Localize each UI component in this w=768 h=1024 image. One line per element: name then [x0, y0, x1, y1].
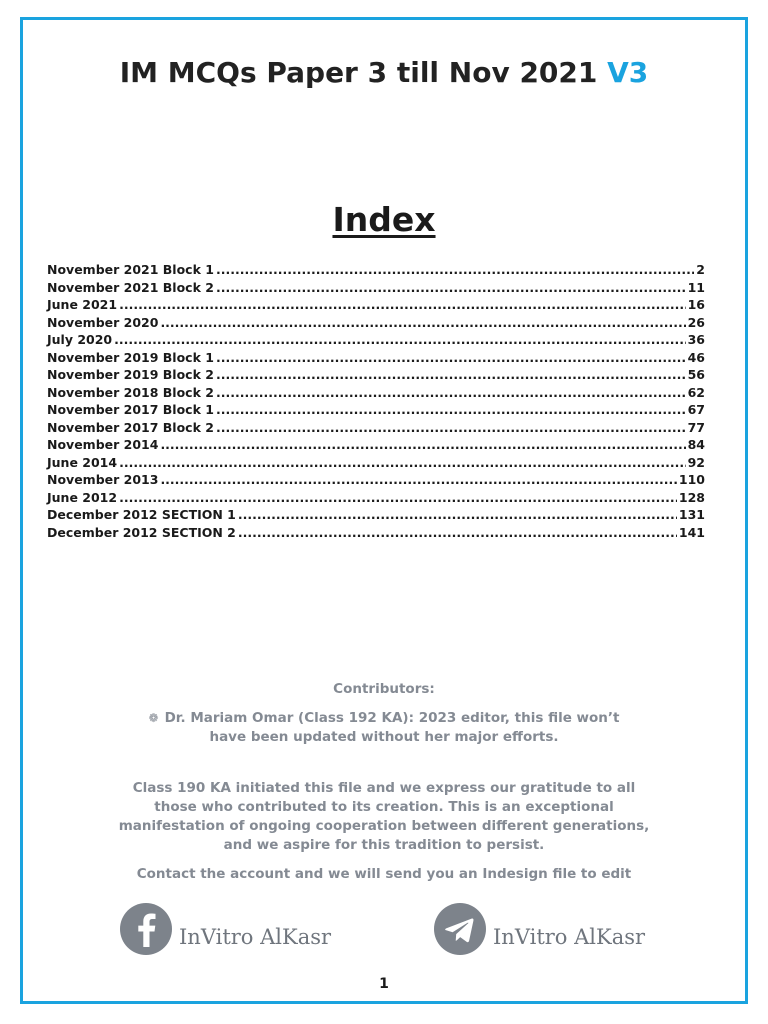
contributor-text: Dr. Mariam Omar (Class 192 KA): 2023 editor, this file won’t have been updated without her major efforts. [164, 710, 620, 745]
title-text: IM MCQs Paper 3 till Nov 2021 [119, 56, 598, 89]
toc-entry[interactable] [47, 471, 705, 489]
toc-entry[interactable] [47, 366, 705, 384]
toc-leader [216, 419, 686, 437]
toc-label: June 2014 [47, 454, 118, 470]
toc-label: November 2013 [47, 472, 159, 487]
telegram-handle: InVitro AlKasr [493, 925, 646, 949]
toc-entry[interactable] [47, 384, 705, 402]
facebook-link[interactable] [120, 902, 331, 956]
toc-label: November 2017 Block 2 [47, 419, 214, 435]
toc-label: November 2017 Block 1 [47, 402, 214, 417]
toc-entry[interactable] [47, 296, 705, 314]
contributor-entry [130, 709, 638, 747]
toc-entry[interactable] [47, 401, 705, 419]
toc-page: 84 [687, 437, 705, 452]
toc-entry[interactable] [47, 489, 705, 507]
facebook-handle: InVitro AlKasr [179, 925, 332, 949]
contributors-heading: Contributors: [333, 681, 435, 697]
contact-note: Contact the account and we will send you an Indesign file to edit [136, 866, 632, 882]
toc-leader [216, 384, 686, 402]
toc-label: November 2021 Block 2 [47, 279, 214, 295]
toc-leader [216, 349, 686, 367]
gratitude-paragraph: Class 190 KA initiated this file and we express our gratitude to all those who contributed to its creation. This is an exceptional manifestation of ongoing cooperation between different generations, and we aspire for this tradition to persist. [118, 780, 650, 853]
toc-leader [160, 314, 685, 332]
toc-page: 110 [678, 472, 705, 487]
document-title [0, 56, 768, 89]
toc-leader [216, 261, 694, 279]
toc-page: 128 [678, 489, 705, 505]
toc-leader [238, 506, 677, 524]
toc-page: 46 [687, 349, 705, 365]
toc-leader [119, 454, 686, 472]
toc-label: November 2021 Block 1 [47, 262, 214, 277]
toc-leader [160, 436, 685, 454]
toc-page: 11 [687, 279, 705, 295]
toc-label: November 2018 Block 2 [47, 384, 214, 400]
toc-entry[interactable] [47, 436, 705, 454]
toc-entry[interactable] [47, 261, 705, 279]
toc-page: 77 [687, 419, 705, 435]
toc-leader [238, 524, 677, 542]
toc-label: July 2020 [47, 332, 113, 347]
toc-entry[interactable] [47, 349, 705, 367]
toc-page: 26 [687, 314, 705, 330]
toc-entry[interactable] [47, 331, 705, 349]
toc-label: November 2019 Block 1 [47, 349, 214, 365]
toc-page: 141 [678, 524, 705, 540]
index-heading: Index [332, 200, 436, 239]
toc-label: December 2012 SECTION 2 [47, 524, 236, 540]
toc-label: June 2021 [47, 297, 118, 312]
toc-label: November 2014 [47, 437, 159, 452]
toc-label: November 2019 Block 2 [47, 367, 214, 382]
toc-label: June 2012 [47, 489, 118, 505]
table-of-contents [47, 261, 705, 541]
toc-label: November 2020 [47, 314, 159, 330]
toc-entry[interactable] [47, 454, 705, 472]
toc-leader [119, 296, 686, 314]
toc-page: 92 [687, 454, 705, 470]
toc-leader [216, 366, 686, 384]
toc-entry[interactable] [47, 506, 705, 524]
toc-leader [119, 489, 677, 507]
toc-label: December 2012 SECTION 1 [47, 507, 236, 522]
toc-page: 2 [696, 262, 705, 277]
toc-page: 62 [687, 384, 705, 400]
toc-page: 56 [687, 367, 705, 382]
toc-leader [216, 401, 686, 419]
toc-entry[interactable] [47, 314, 705, 332]
toc-page: 16 [687, 297, 705, 312]
toc-entry[interactable] [47, 524, 705, 542]
facebook-icon [120, 903, 172, 955]
flower-icon: ❁ [148, 711, 159, 725]
toc-page: 67 [687, 402, 705, 417]
telegram-icon [434, 903, 486, 955]
version-label: V3 [607, 56, 649, 89]
toc-leader [114, 331, 685, 349]
telegram-link[interactable] [434, 902, 645, 956]
page-number: 1 [379, 976, 389, 992]
toc-leader [216, 279, 686, 297]
toc-entry[interactable] [47, 279, 705, 297]
toc-page: 131 [678, 507, 705, 522]
toc-page: 36 [687, 332, 705, 347]
toc-entry[interactable] [47, 419, 705, 437]
toc-leader [160, 471, 676, 489]
